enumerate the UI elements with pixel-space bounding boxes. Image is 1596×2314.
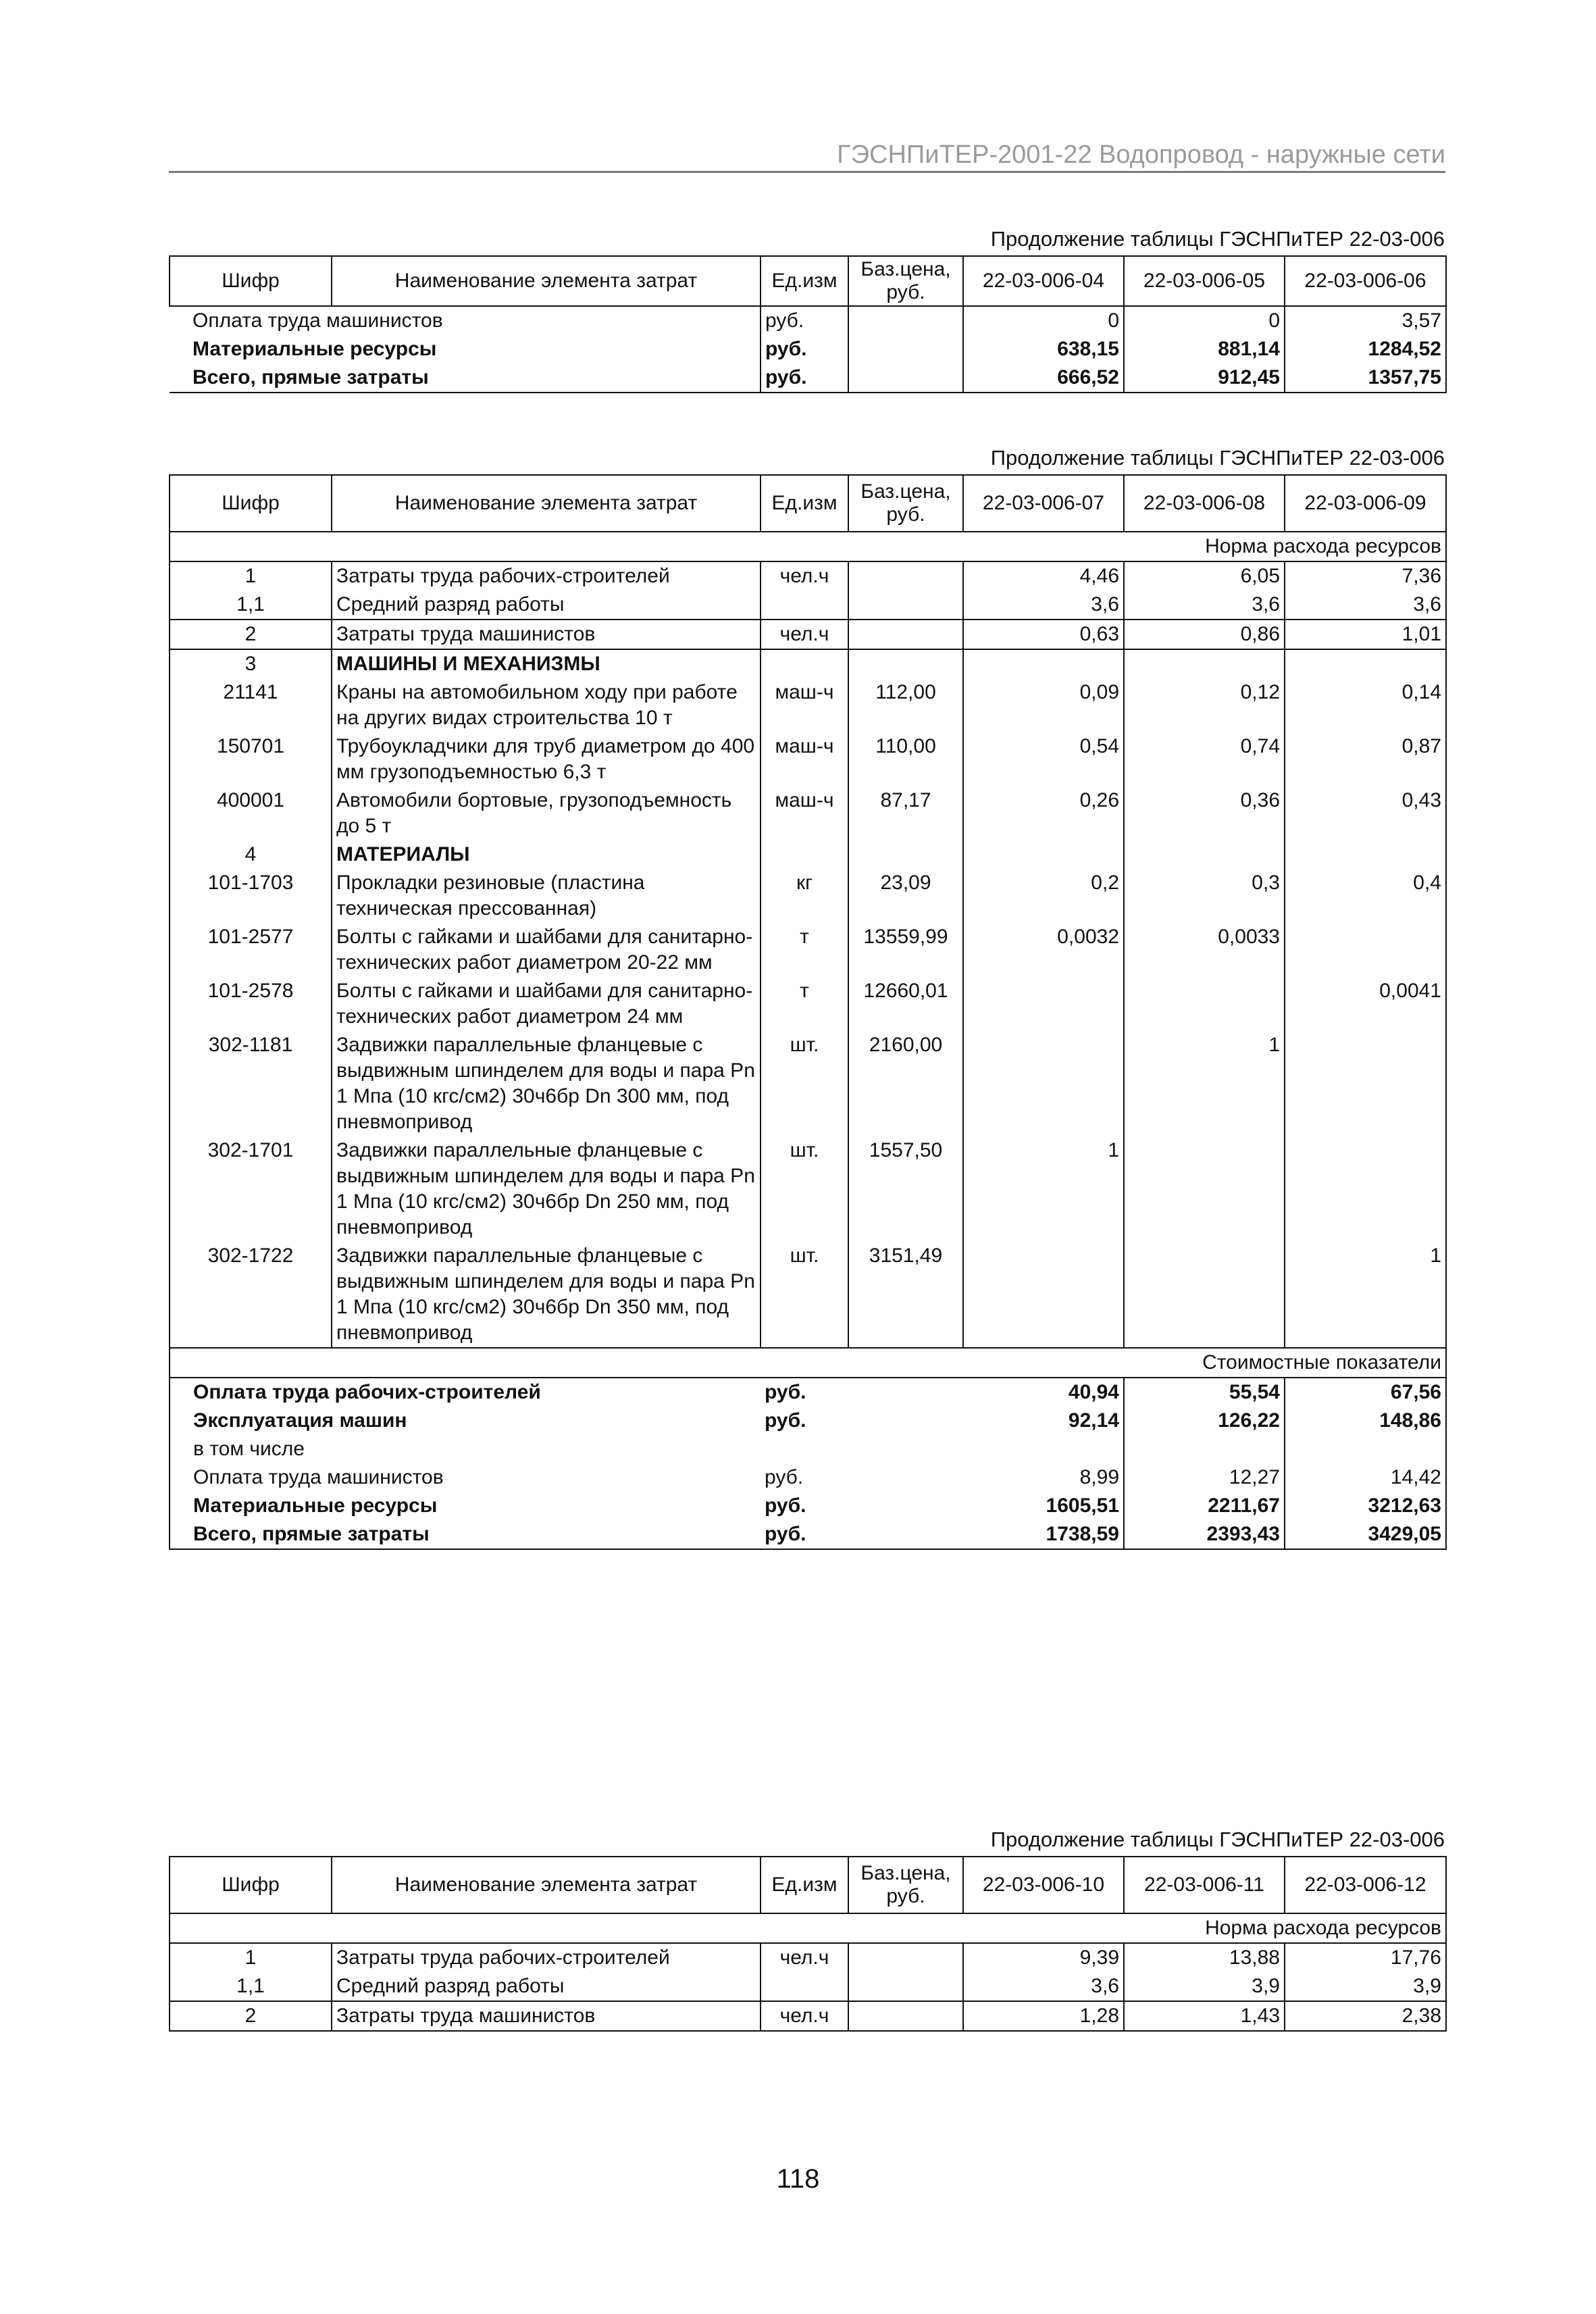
row-value-c: 3,6 [1285,590,1446,620]
row-code: 1,1 [170,590,332,620]
summary-value-a [963,1435,1124,1463]
summary-value-a: 1738,59 [963,1520,1124,1549]
row-value-c: 17,76 [1285,1943,1446,1972]
row-price: 3151,49 [848,1242,963,1348]
cost-label: Стоимостные показатели [170,1348,1446,1378]
summary-value-c: 3212,63 [1285,1492,1446,1520]
summary-unit [761,1435,848,1463]
summary-row [170,1463,1446,1492]
col-code-b: 22-03-006-11 [1124,1857,1285,1913]
row-price [848,1943,963,1972]
summary-value-c [1285,1435,1446,1463]
summary-name: Оплата труда рабочих-строителей [170,1378,761,1407]
row-code: 1 [170,561,332,590]
col-unit-header: Ед.изм [761,475,848,532]
row-unit: шт. [761,1031,848,1136]
row-value-b [1124,840,1285,869]
row-value-a: 0 [963,306,1124,335]
summary-unit: руб. [765,1466,804,1488]
row-value-b: 0,0033 [1124,923,1285,977]
summary-value-a: 92,14 [963,1407,1124,1435]
table-row [170,2001,1446,2031]
row-value-a [963,840,1124,869]
table1-caption: Продолжение таблицы ГЭСНПиТЕР 22-03-006 [990,227,1445,251]
row-value-b: 1,43 [1124,2001,1285,2031]
summary-unit: руб. [761,1520,848,1549]
norm-label: Норма расхода ресурсов [170,1913,1446,1943]
row-price [848,306,963,335]
row-name: Затраты труда машинистов [332,620,761,649]
row-name: Прокладки резиновые (пластина техническая прессованная) [332,869,761,923]
table-row [170,620,1446,649]
summary-value-a: 1605,51 [963,1492,1124,1520]
row-value-b: 0 [1124,306,1285,335]
summary-unit: руб. [765,1494,806,1517]
summary-value-a: 40,94 [963,1378,1124,1407]
running-header: ГЭСНПиТЕР-2001-22 Водопровод - наружные сети [169,141,1445,173]
row-name: Трубоукладчики для труб диаметром до 400 мм грузоподъемностью 6,3 т [332,732,761,786]
row-value-c: 3,57 [1285,306,1446,335]
row-value-b: 0,3 [1124,869,1285,923]
row-name: Затраты труда рабочих-строителей [332,1943,761,1972]
summary-row [170,1520,1446,1549]
row-code: 2 [170,2001,332,2031]
row-value-a [963,977,1124,1031]
summary-price [848,1378,963,1407]
summary-value-c: 148,86 [1285,1407,1446,1435]
row-value-b: 0,74 [1124,732,1285,786]
norm-label: Норма расхода ресурсов [170,532,1446,561]
row-code: 302-1181 [170,1031,332,1136]
table2-caption: Продолжение таблицы ГЭСНПиТЕР 22-03-006 [990,446,1445,470]
table-row [170,1972,1446,2001]
table1 [169,255,1447,393]
row-name: Болты с гайками и шайбами для санитарно-технических работ диаметром 20-22 мм [332,923,761,977]
row-code: 101-2577 [170,923,332,977]
summary-value-c: 67,56 [1285,1378,1446,1407]
row-price: 2160,00 [848,1031,963,1136]
row-value-b: 0,36 [1124,786,1285,840]
row-value-a: 3,6 [963,590,1124,620]
row-value-b [1124,1136,1285,1242]
row-code: 101-1703 [170,869,332,923]
row-price: 1557,50 [848,1136,963,1242]
row-value-a: 1 [963,1136,1124,1242]
summary-unit: руб. [765,1381,806,1403]
row-code: 302-1722 [170,1242,332,1348]
summary-row [170,1435,1446,1463]
row-name: Всего, прямые затраты [170,363,761,393]
row-name: Краны на автомобильном ходу при работе на других видах строительства 10 т [332,678,761,732]
row-name: Болты с гайками и шайбами для санитарно-технических работ диаметром 24 мм [332,977,761,1031]
row-unit: шт. [761,1242,848,1348]
row-unit: кг [761,869,848,923]
summary-value-c: 3429,05 [1285,1520,1446,1549]
table-row [170,732,1446,786]
row-name: Средний разряд работы [332,1972,761,2001]
row-value-b [1124,649,1285,678]
row-price: 110,00 [848,732,963,786]
summary-row [170,1492,1446,1520]
col-price-header: Баз.цена, руб. [848,256,963,306]
page-number: 118 [776,2164,820,2194]
row-price [848,561,963,590]
row-code: 3 [170,649,332,678]
row-value-c [1285,840,1446,869]
row-unit: маш-ч [761,786,848,840]
row-unit: чел.ч [761,620,848,649]
col-code-a: 22-03-006-07 [963,475,1124,532]
table-row [170,1242,1446,1348]
row-name: Задвижки параллельные фланцевые с выдвижным шпинделем для воды и пара Pn 1 Мпа (10 кгс/см2) 30ч6бр Dn 350 мм, под пневмопривод [332,1242,761,1348]
col-code-b: 22-03-006-05 [1124,256,1285,306]
row-unit [761,590,848,620]
row-code: 1,1 [170,1972,332,2001]
row-name: Задвижки параллельные фланцевые с выдвижным шпинделем для воды и пара Pn 1 Мпа (10 кгс/см2) 30ч6бр Dn 300 мм, под пневмопривод [332,1031,761,1136]
table-row [170,977,1446,1031]
table3-caption: Продолжение таблицы ГЭСНПиТЕР 22-03-006 [990,1828,1445,1851]
table-row [170,1031,1446,1136]
row-value-c: 0,43 [1285,786,1446,840]
summary-price [848,1492,963,1520]
row-value-c: 0,0041 [1285,977,1446,1031]
table-row [170,561,1446,590]
summary-price [848,1435,963,1463]
col-code-c: 22-03-006-06 [1285,256,1446,306]
table-row [170,306,1446,335]
row-value-a: 0,54 [963,732,1124,786]
row-value-a: 0,0032 [963,923,1124,977]
row-name: Затраты труда рабочих-строителей [332,561,761,590]
row-code: 302-1701 [170,1136,332,1242]
row-value-b: 3,6 [1124,590,1285,620]
row-value-c [1285,1136,1446,1242]
row-price [848,2001,963,2031]
row-value-b: 881,14 [1124,335,1285,363]
row-code: 2 [170,620,332,649]
col-unit-header: Ед.изм [761,1857,848,1913]
col-code-c: 22-03-006-09 [1285,475,1446,532]
row-unit: руб. [761,306,848,335]
row-unit [761,1972,848,2001]
col-price-header: Баз.цена, руб. [848,475,963,532]
summary-price [848,1463,963,1492]
table-row [170,1943,1446,1972]
row-value-a [963,1242,1124,1348]
summary-name: Материальные ресурсы [170,1492,761,1520]
row-value-b [1124,1242,1285,1348]
row-value-a: 0,63 [963,620,1124,649]
summary-price [848,1520,963,1549]
row-unit: руб. [761,363,848,393]
row-value-b: 13,88 [1124,1943,1285,1972]
row-code: 150701 [170,732,332,786]
row-code: 4 [170,840,332,869]
row-value-c: 0,14 [1285,678,1446,732]
row-code: 101-2578 [170,977,332,1031]
row-unit: чел.ч [761,2001,848,2031]
row-value-b: 0,86 [1124,620,1285,649]
row-value-c [1285,649,1446,678]
row-price [848,590,963,620]
row-value-a: 0,2 [963,869,1124,923]
col-name-header: Наименование элемента затрат [332,256,761,306]
row-price [848,620,963,649]
row-name: Средний разряд работы [332,590,761,620]
row-value-b: 912,45 [1124,363,1285,393]
summary-row [170,1407,1446,1435]
row-price [848,1972,963,2001]
row-value-b [1124,977,1285,1031]
row-name: Материальные ресурсы [170,335,761,363]
table-row [170,335,1446,363]
summary-value-b: 2393,43 [1124,1520,1285,1549]
row-name: МАШИНЫ И МЕХАНИЗМЫ [332,649,761,678]
col-code-a: 22-03-006-04 [963,256,1124,306]
summary-name: Всего, прямые затраты [170,1520,761,1549]
row-value-c: 7,36 [1285,561,1446,590]
row-value-c: 2,38 [1285,2001,1446,2031]
col-code-a: 22-03-006-10 [963,1857,1124,1913]
row-code: 400001 [170,786,332,840]
col-code-header: Шифр [170,475,332,532]
col-name-header: Наименование элемента затрат [332,1857,761,1913]
summary-unit: руб. [765,1409,806,1432]
col-code-b: 22-03-006-08 [1124,475,1285,532]
summary-name: Эксплуатация машин [170,1407,761,1435]
row-value-c: 0,87 [1285,732,1446,786]
row-price [848,335,963,363]
row-unit: чел.ч [761,1943,848,1972]
row-code: 21141 [170,678,332,732]
table-row [170,923,1446,977]
row-value-a: 4,46 [963,561,1124,590]
row-unit: маш-ч [761,732,848,786]
row-unit: маш-ч [761,678,848,732]
summary-name: в том числе [170,1435,761,1463]
row-unit: т [761,923,848,977]
row-value-a: 0,09 [963,678,1124,732]
row-value-c: 1357,75 [1285,363,1446,393]
row-unit [761,649,848,678]
row-unit: шт. [761,1136,848,1242]
row-value-c: 1,01 [1285,620,1446,649]
summary-price [848,1407,963,1435]
row-value-a: 0,26 [963,786,1124,840]
summary-value-b: 12,27 [1124,1463,1285,1492]
row-value-b: 0,12 [1124,678,1285,732]
row-value-c: 1 [1285,1242,1446,1348]
row-value-b: 6,05 [1124,561,1285,590]
row-value-b: 3,9 [1124,1972,1285,2001]
row-value-c: 3,9 [1285,1972,1446,2001]
row-value-c [1285,923,1446,977]
col-code-header: Шифр [170,256,332,306]
col-name-header: Наименование элемента затрат [332,475,761,532]
row-value-a [963,649,1124,678]
table-row [170,786,1446,840]
summary-value-a: 8,99 [963,1463,1124,1492]
row-name: Оплата труда машинистов [170,306,761,335]
table-row [170,678,1446,732]
row-value-a [963,1031,1124,1136]
row-value-b: 1 [1124,1031,1285,1136]
row-name: МАТЕРИАЛЫ [332,840,761,869]
row-value-c [1285,1031,1446,1136]
col-unit-header: Ед.изм [761,256,848,306]
col-code-c: 22-03-006-12 [1285,1857,1446,1913]
col-price-header: Баз.цена, руб. [848,1857,963,1913]
row-value-a: 9,39 [963,1943,1124,1972]
row-price: 87,17 [848,786,963,840]
table3 [169,1856,1447,2032]
row-value-a: 3,6 [963,1972,1124,2001]
row-code: 1 [170,1943,332,1972]
row-name: Затраты труда машинистов [332,2001,761,2031]
summary-value-b: 2211,67 [1124,1492,1285,1520]
summary-value-b [1124,1435,1285,1463]
row-value-a: 666,52 [963,363,1124,393]
row-price: 23,09 [848,869,963,923]
summary-value-b: 126,22 [1124,1407,1285,1435]
table-row [170,869,1446,923]
summary-row [170,1378,1446,1407]
summary-value-c: 14,42 [1285,1463,1446,1492]
row-price [848,363,963,393]
table-row [170,363,1446,393]
row-unit [761,840,848,869]
table-row [170,840,1446,869]
row-price: 13559,99 [848,923,963,977]
row-value-a: 638,15 [963,335,1124,363]
row-price: 12660,01 [848,977,963,1031]
summary-value-b: 55,54 [1124,1378,1285,1407]
summary-name: Оплата труда машинистов [170,1463,761,1492]
row-name: Задвижки параллельные фланцевые с выдвижным шпинделем для воды и пара Pn 1 Мпа (10 кгс/см2) 30ч6бр Dn 250 мм, под пневмопривод [332,1136,761,1242]
row-price [848,840,963,869]
row-value-c: 1284,52 [1285,335,1446,363]
col-code-header: Шифр [170,1857,332,1913]
row-value-c: 0,4 [1285,869,1446,923]
row-value-a: 1,28 [963,2001,1124,2031]
row-price: 112,00 [848,678,963,732]
table-row [170,590,1446,620]
table-row [170,1136,1446,1242]
table2 [169,474,1447,1550]
row-unit: чел.ч [761,561,848,590]
row-unit: т [761,977,848,1031]
row-price [848,649,963,678]
table-row [170,649,1446,678]
row-unit: руб. [761,335,848,363]
row-name: Автомобили бортовые, грузоподъемность до 5 т [332,786,761,840]
